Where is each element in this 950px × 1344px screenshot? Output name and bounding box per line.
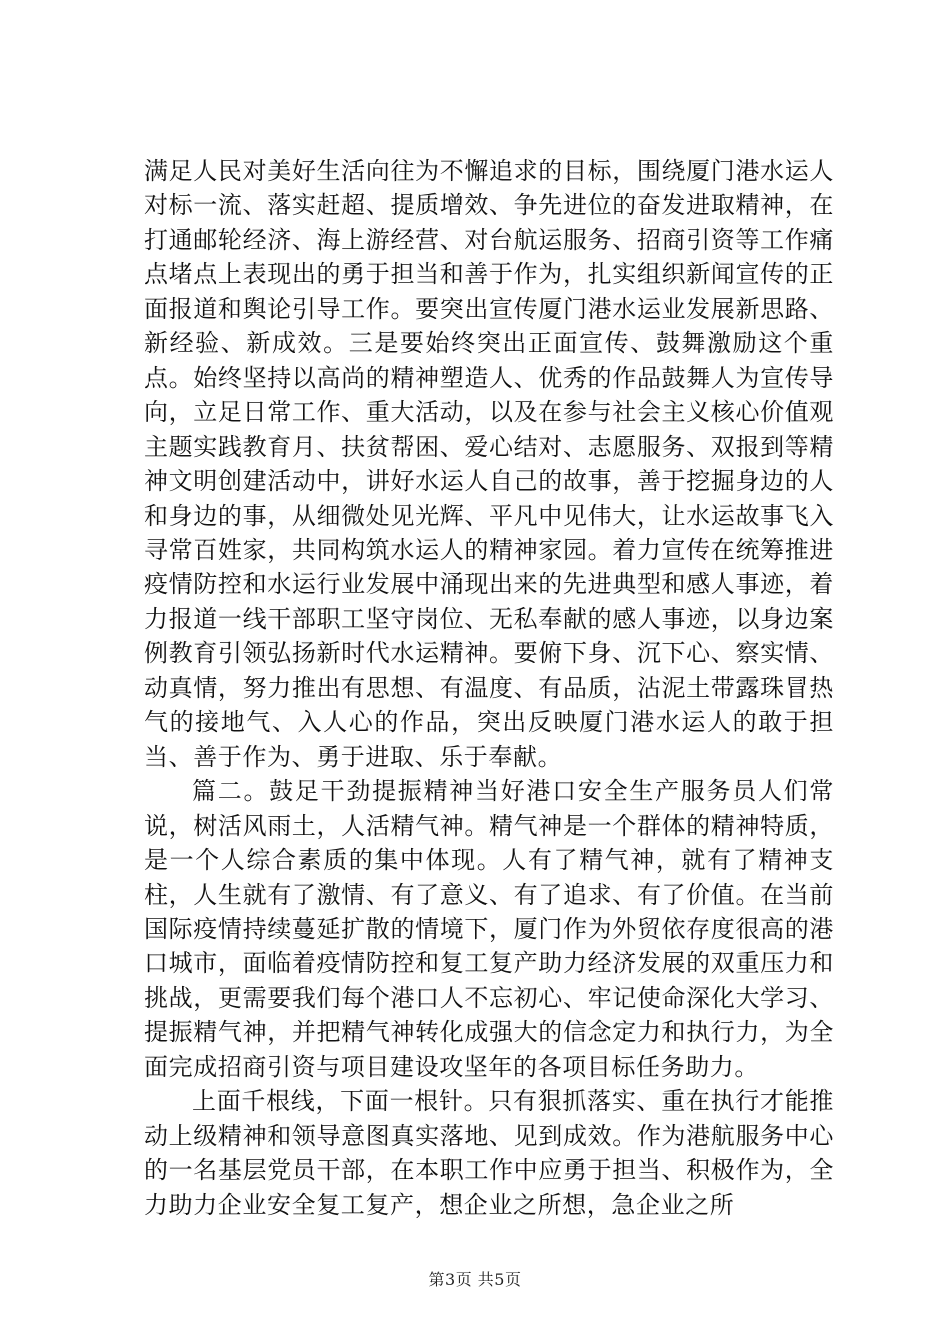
page-number-footer: 第3页 共5页 [428,1270,522,1289]
paragraph-1: 满足人民对美好生活向往为不懈追求的目标，围绕厦门港水运人对标一流、落实赶超、提质增效、争先进位的奋发进取精神，在打通邮轮经济、海上游经营、对台航运服务、招商引资等工作痛点堵点上表现出的勇于担当和善于作为，扎实组织新闻宣传的正面报道和舆论引导工作。要突出宣传厦门港水运业发展新思路、新经验、新成效。三是要始终突出正面宣传、鼓舞激励这个重点。始终坚持以高尚的精神塑造人、优秀的作品鼓舞人为宣传导向，立足日常工作、重大活动，以及在参与社会主义核心价值观主题实践教育月、扶贫帮困、爱心结对、志愿服务、双报到等精神文明创建活动中，讲好水运人自己的故事，善于挖掘身边的人和身边的事，从细微处见光辉、平凡中见伟大，让水运故事飞入寻常百姓家，共同构筑水运人的精神家园。着力宣传在统筹推进疫情防控和水运行业发展中涌现出来的先进典型和感人事迹，着力报道一线干部职工坚守岗位、无私奉献的感人事迹，以身边案例教育引领弘扬新时代水运精神。要俯下身、沉下心、察实情、动真情，努力推出有思想、有温度、有品质，沾泥土带露珠冒热气的接地气、入人心的作品，突出反映厦门港水运人的敢于担当、善于作为、勇于进取、乐于奉献。 [144,157,834,771]
paragraph-2: 篇二。鼓足干劲提振精神当好港口安全生产服务员人们常说，树活风雨土，人活精气神。精气神是一个群体的精神特质，是一个人综合素质的集中体现。人有了精气神，就有了精神支柱，人生就有了激情、有了意义、有了追求、有了价值。在当前国际疫情持续蔓延扩散的情境下，厦门作为外贸依存度很高的港口城市，面临着疫情防控和复工复产助力经济发展的双重压力和挑战，更需要我们每个港口人不忘初心、牢记使命深化大学习、提振精气神，并把精气神转化成强大的信念定力和执行力，为全面完成招商引资与项目建设攻坚年的各项目标任务助力。 [144,777,834,1081]
paragraph-3: 上面千根线，下面一根针。只有狠抓落实、重在执行才能推动上级精神和领导意图真实落地、见到成效。作为港航服务中心的一名基层党员干部，在本职工作中应勇于担当、积极作为，全力助力企业安全复工复产，想企业之所想，急企业之所 [144,1087,834,1219]
document-body [144,154,834,1222]
